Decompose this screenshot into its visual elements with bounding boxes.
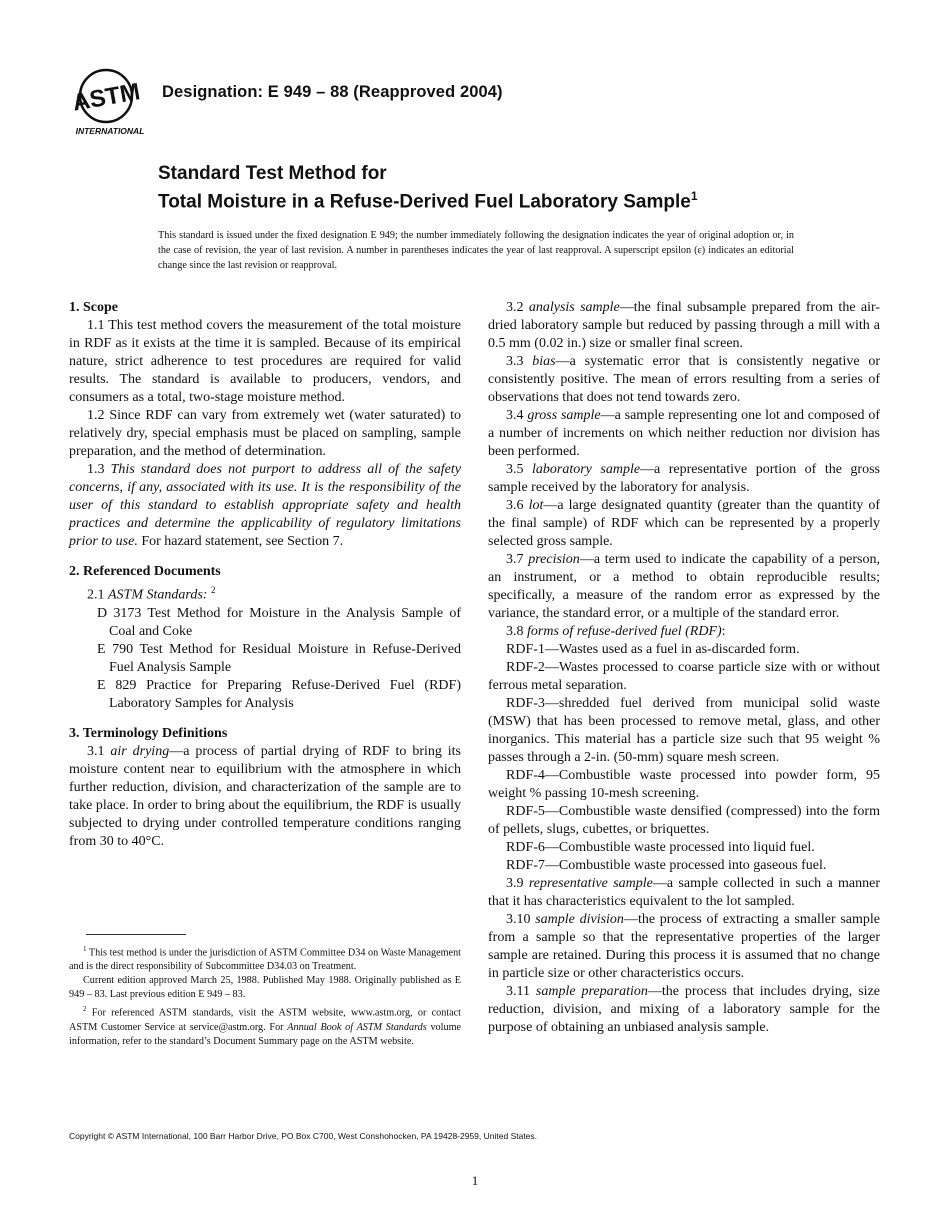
section-heading-referenced-documents: 2. Referenced Documents xyxy=(69,564,221,579)
definition-3-3 xyxy=(488,353,880,407)
definition-3-9 xyxy=(488,875,880,911)
def-num: 3.11 xyxy=(506,984,530,999)
rdf-5: RDF-5—Combustible waste densified (compressed) into the form of pellets, slugs, cubettes, or briquettes. xyxy=(488,804,880,837)
footnote-2-mark: 2 xyxy=(83,1005,87,1014)
page-number: 1 xyxy=(471,1173,479,1188)
astm-logo xyxy=(70,68,150,138)
footnote-1 xyxy=(69,942,461,974)
svg-text:ASTM: ASTM xyxy=(70,78,143,117)
rdf-3: RDF-3—shredded fuel derived from municipal solid waste (MSW) that has been processed to remove metal, glass, and other inorganics. This material has a particle size such that 95 weight % passes through a 2-in. (50-mm) square mesh screen. xyxy=(488,696,880,765)
def-num: 3.8 xyxy=(506,624,524,639)
def-num: 3.3 xyxy=(506,354,524,369)
ref-title: Test Method for Residual Moisture in Refuse-Derived Fuel Analysis Sample xyxy=(109,641,461,675)
def-num: 3.4 xyxy=(506,408,524,423)
def-text: —a representative portion of the gross sample received by the laboratory for analysis. xyxy=(488,462,880,495)
astm-logo-icon xyxy=(70,68,150,138)
ref-code: E 790 xyxy=(97,641,134,657)
ref-title: Test Method for Moisture in the Analysis Sample of Coal and Coke xyxy=(109,605,462,639)
paragraph-3-1 xyxy=(69,743,461,851)
def-text: —a sample collected in such a manner that it has characteristics equivalent to the lot sampled. xyxy=(488,876,881,909)
logo-sub-text: INTERNATIONAL xyxy=(75,126,145,136)
reference-d3173 xyxy=(69,605,461,641)
footnote-2 xyxy=(69,1002,461,1048)
astm-standards-label: ASTM Standards: xyxy=(108,587,208,603)
footnote-ref-2: 2 xyxy=(210,585,216,595)
paragraph-1-3 xyxy=(69,461,461,551)
definition-3-8 xyxy=(488,623,880,641)
def-term: representative sample xyxy=(528,876,653,891)
title-line-2-text: Total Moisture in a Refuse-Derived Fuel Laboratory Sample xyxy=(158,191,691,213)
def-num: 3.9 xyxy=(506,876,524,891)
ref-code: D 3173 xyxy=(97,605,142,621)
title-footnote-mark: 1 xyxy=(690,189,698,203)
def-term: sample division xyxy=(535,912,624,927)
hazard-statement: For hazard statement, see Section 7. xyxy=(141,534,344,549)
def-num: 3.7 xyxy=(506,552,524,567)
title-line-2 xyxy=(158,185,698,213)
def-text: : xyxy=(721,624,726,639)
rdf-2: RDF-2—Wastes processed to coarse particle size with or without ferrous metal separation. xyxy=(488,660,880,693)
def-term: analysis sample xyxy=(528,300,620,315)
reference-e829 xyxy=(69,677,461,713)
def-text: —a process of partial drying of RDF to bring its moisture content near to equilibrium with the atmosphere in which further reduction, division, and characterization of the sample are to take place. In order to bring about the equilibrium, the RDF is usually subjected to drying under controlled temperature conditions ranging from 30 to 40°C. xyxy=(69,743,462,849)
footnote-divider xyxy=(86,934,186,935)
reference-e790 xyxy=(69,641,461,677)
title-line-1: Standard Test Method for xyxy=(158,163,387,184)
def-num: 3.10 xyxy=(506,912,531,927)
safety-statement: This standard does not purport to address all of the safety concerns, if any, associated with its use. It is the responsibility of the user of this standard to establish appropriate safety and health practices and determine the applicability of regulatory limitations prior to use. xyxy=(69,462,462,549)
def-num: 3.5 xyxy=(506,462,524,477)
footnote-2-text-b: volume information, refer to the standard’s Document Summary page on the ASTM website. xyxy=(69,1021,462,1047)
rdf-4: RDF-4—Combustible waste processed into powder form, 95 weight % passing 10-mesh screening. xyxy=(488,768,880,801)
def-num: 3.1 xyxy=(87,743,105,759)
definition-3-7 xyxy=(488,551,880,623)
footnotes xyxy=(69,942,461,1049)
def-term: precision xyxy=(528,552,580,567)
section-heading-terminology: 3. Terminology Definitions xyxy=(69,725,228,741)
footnote-1-mark: 1 xyxy=(83,945,87,953)
rdf-6: RDF-6—Combustible waste processed into liquid fuel. xyxy=(506,840,815,855)
def-term: gross sample xyxy=(527,408,601,423)
footnote-1-text: This test method is under the jurisdiction of ASTM Committee D34 on Waste Management and is the direct responsibility of Subcommittee D34.03 on Treatment. xyxy=(69,947,461,973)
footnote-2-text-a: For referenced ASTM standards, visit the ASTM website, www.astm.org, or contact ASTM Customer Service at service@astm.org. For xyxy=(69,1007,462,1033)
def-term: forms of refuse-derived fuel (RDF) xyxy=(527,624,722,639)
def-num: 3.6 xyxy=(506,498,524,513)
rdf-7: RDF-7—Combustible waste processed into gaseous fuel. xyxy=(506,858,827,873)
footnote-2-italic: Annual Book of ASTM Standards xyxy=(287,1021,427,1033)
right-column xyxy=(488,299,880,1037)
def-text: —a large designated quantity (greater than the quantity of the final sample) of RDF which can be represented by a properly selected gross sample. xyxy=(488,498,881,549)
rdf-1: RDF-1—Wastes used as a fuel in as-discarded form. xyxy=(506,642,800,657)
footnote-1-edition: Current edition approved March 25, 1988. Published May 1988. Originally published as E 949 – 83. Last previous edition E 949 – 83. xyxy=(69,975,461,1001)
ref-code: E 829 xyxy=(97,677,137,693)
left-column xyxy=(69,299,461,851)
def-term: sample preparation xyxy=(535,984,648,999)
def-text: —the process that includes drying, size reduction, division, and mixing of a laboratory sample for the purpose of obtaining an unbiased analysis sample. xyxy=(488,984,880,1035)
def-term: air drying xyxy=(110,743,170,759)
def-term: lot xyxy=(528,498,544,513)
definition-3-4 xyxy=(488,407,880,461)
document-title xyxy=(158,163,698,213)
paragraph-1-2: 1.2 Since RDF can vary from extremely wet (water saturated) to relatively dry, special emphasis must be placed on sampling, sample preparation, and the method of determination. xyxy=(69,408,461,459)
definition-3-6 xyxy=(488,497,880,551)
def-text: —a term used to indicate the capability of a person, an instrument, or a method to obtain reproducible results; specifically, a measure of the random error as expressed by the variance, the standard error, or a multiple of the standard error. xyxy=(488,552,880,621)
definition-3-10 xyxy=(488,911,880,983)
designation: Designation: E 949 – 88 (Reapproved 2004) xyxy=(162,83,503,101)
copyright: Copyright © ASTM International, 100 Barr Harbor Drive, PO Box C700, West Conshohocken, PA 19428-2959, United States. xyxy=(69,1131,538,1141)
definition-3-5 xyxy=(488,461,880,497)
def-term: laboratory sample xyxy=(532,462,641,477)
paragraph-2-1 xyxy=(69,581,461,605)
paragraph-1-3-num: 1.3 xyxy=(87,462,105,477)
def-term: bias xyxy=(532,354,556,369)
def-num: 3.2 xyxy=(506,300,524,315)
def-text: —a sample representing one lot and composed of a number of increments on which neither reduction nor division has been performed. xyxy=(488,408,880,459)
definition-3-11 xyxy=(488,983,880,1037)
definition-3-2 xyxy=(488,299,880,353)
section-heading-scope: 1. Scope xyxy=(69,300,118,315)
ref-title: Practice for Preparing Refuse-Derived Fuel (RDF) Laboratory Samples for Analysis xyxy=(109,677,461,711)
def-text: —a systematic error that is consistently negative or consistently positive. The mean of errors resulting from a series of observations that does not tend towards zero. xyxy=(488,354,880,405)
def-text: —the process of extracting a smaller sample from a sample so that the representative properties of the larger sample are retained. During this process it is assumed that no change in particle size or other characteristics occurs. xyxy=(488,912,881,981)
def-text: —the final subsample prepared from the air-dried laboratory sample but reduced by passing through a mill with a 0.5 mm (0.02 in.) size or smaller final screen. xyxy=(488,300,881,351)
paragraph-2-1-num: 2.1 xyxy=(87,587,105,603)
paragraph-1-1: 1.1 This test method covers the measurement of the total moisture in RDF as it exists at the time it is sampled. Because of its empirical nature, strict adherence to test procedures are required for valid results. The standard is available to producers, vendors, and consumers as a total, two-stage moisture method. xyxy=(69,318,461,405)
standard-notice: This standard is issued under the fixed designation E 949; the number immediately following the designation indicates the year of original adoption or, in the case of revision, the year of last revision. A number in parentheses indicates the year of last reapproval. A superscript epsilon (ε) indicates an editorial change since the last revision or reapproval. xyxy=(158,230,794,271)
